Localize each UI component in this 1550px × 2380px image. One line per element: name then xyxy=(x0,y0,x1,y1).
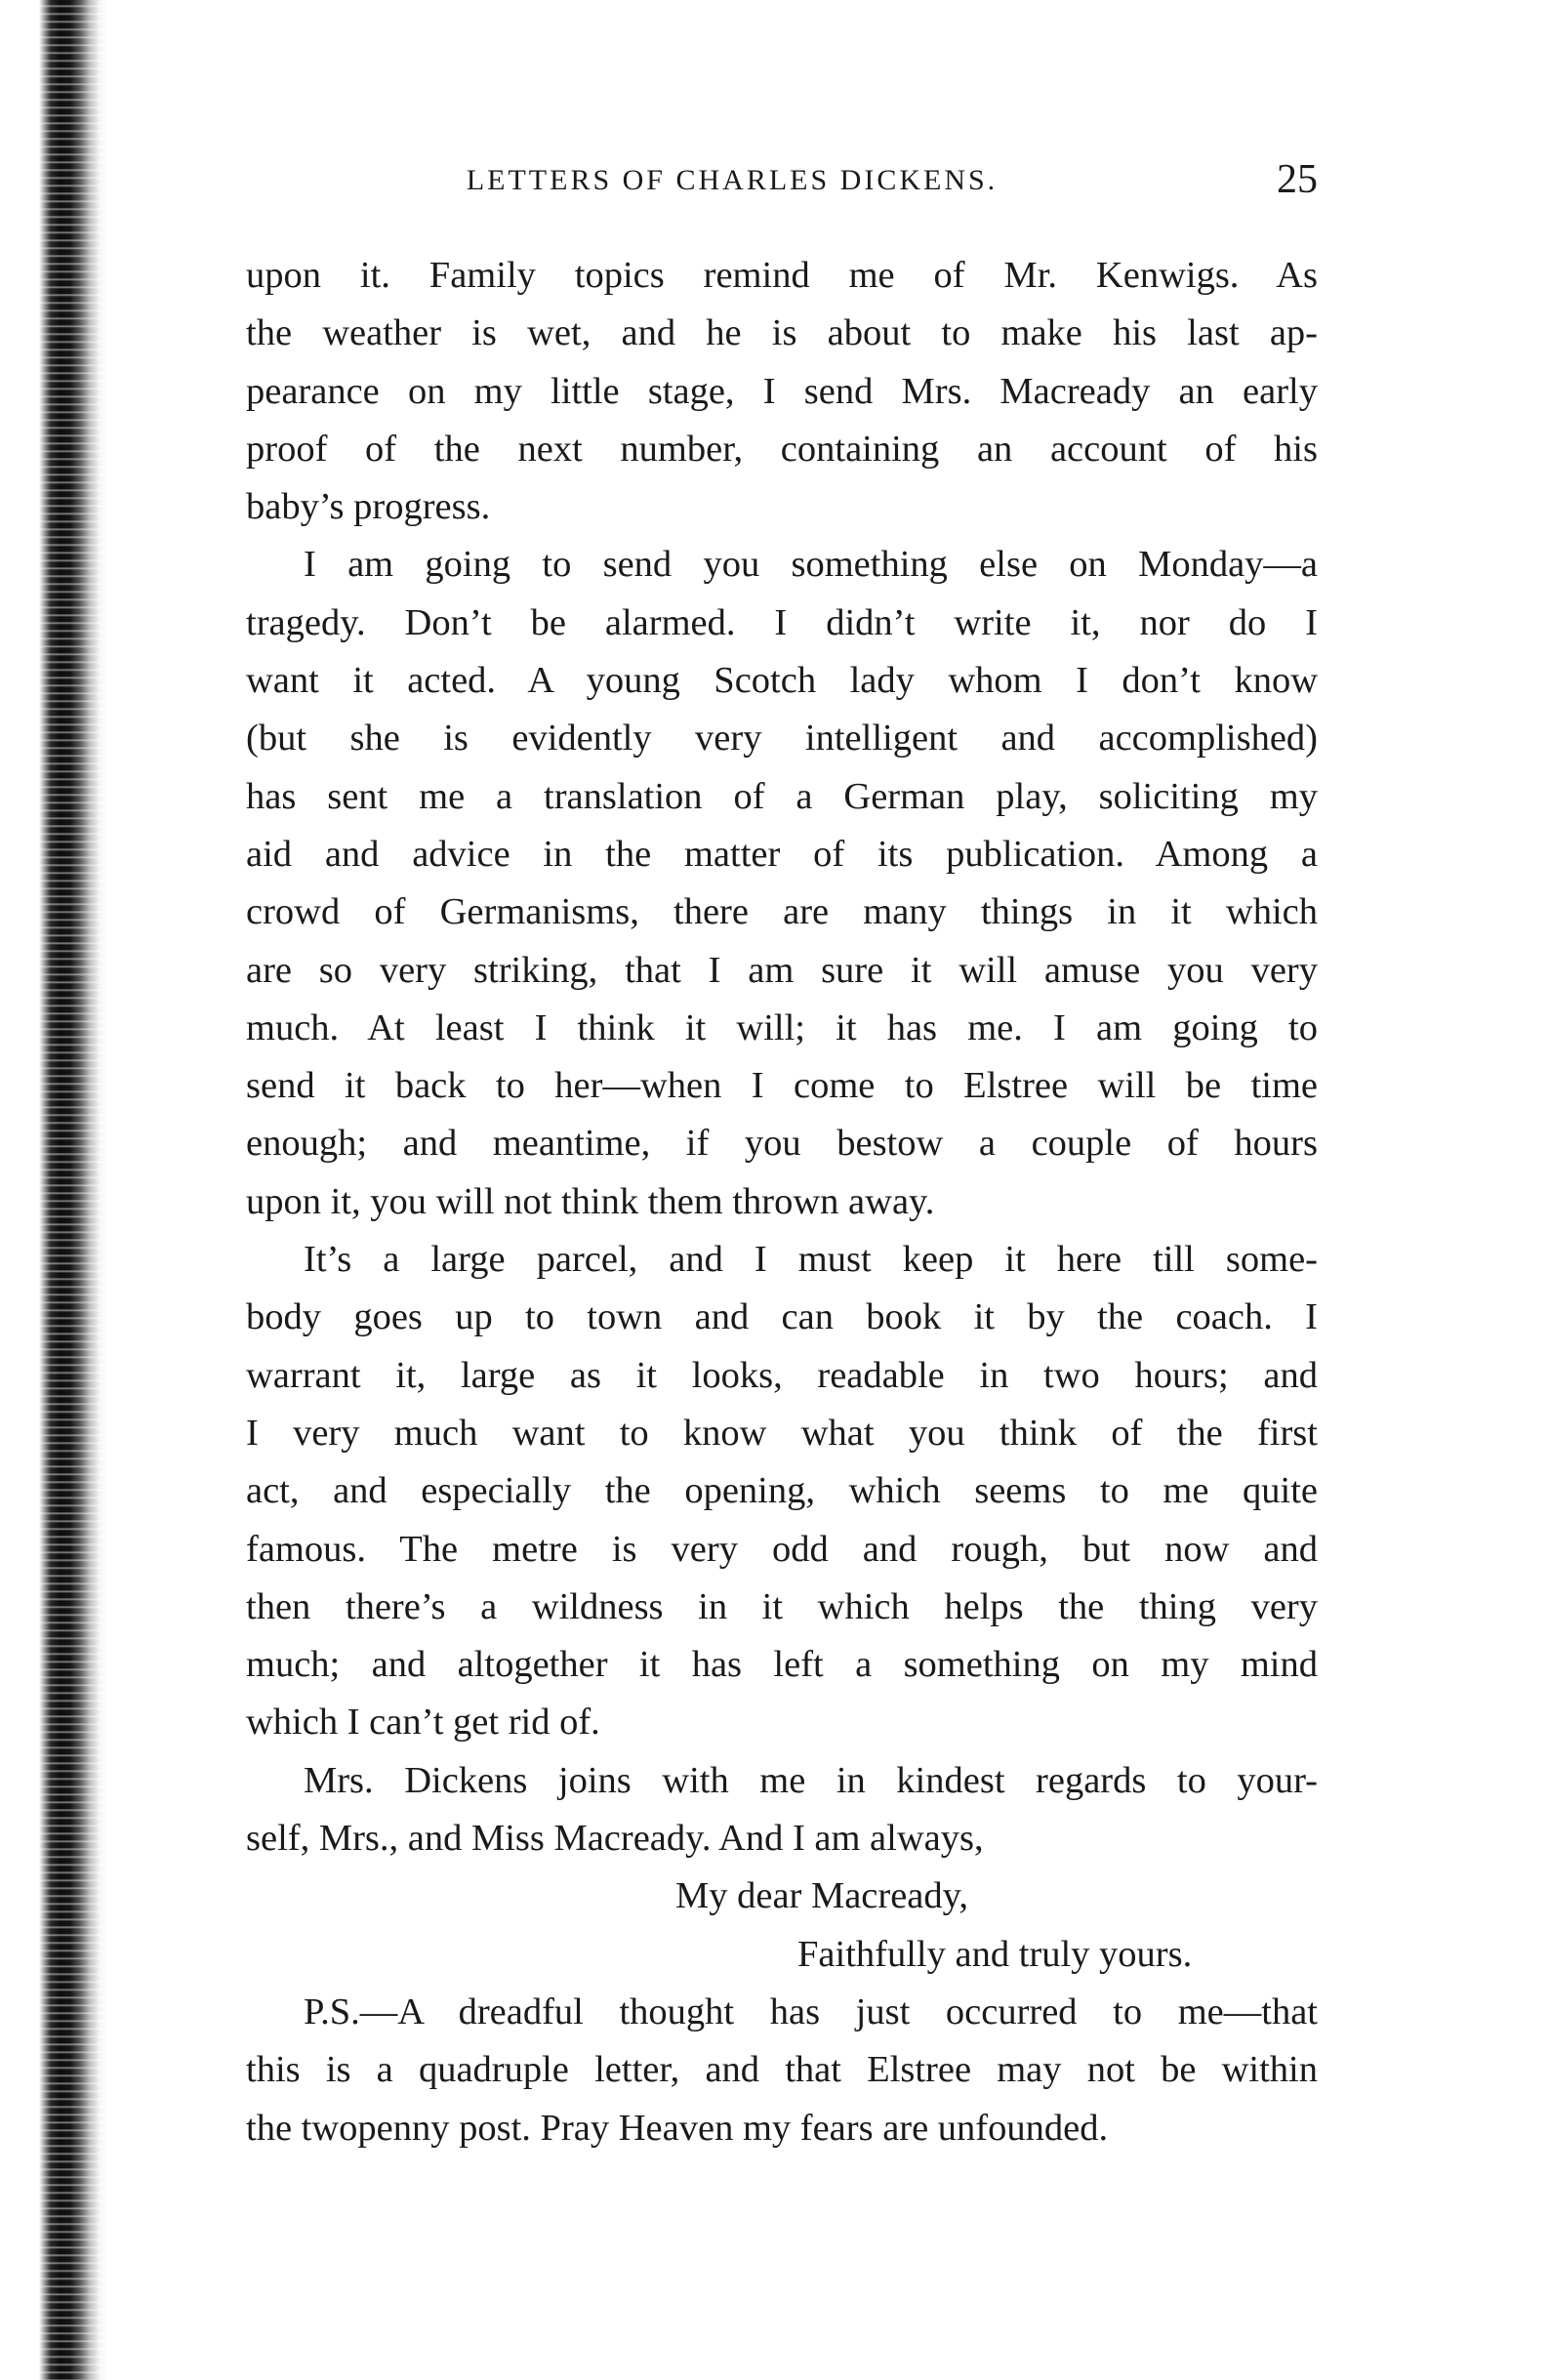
text-line: aid and advice in the matter of its publication. Among a xyxy=(246,833,1318,875)
text-line: (but she is evidently very intelligent and accomplished) xyxy=(246,718,1318,759)
text-line: are so very striking, that I am sure it will amuse you very xyxy=(246,949,1318,991)
text-line: upon it. Family topics remind me of Mr. Kenwigs. As xyxy=(246,255,1318,296)
text-line: Mrs. Dickens joins with me in kindest regards to your- xyxy=(304,1759,1318,1801)
text-line: famous. The metre is very odd and rough, but now and xyxy=(246,1528,1318,1570)
text-line: enough; and meantime, if you bestow a couple of hours xyxy=(246,1123,1318,1165)
text-line: send it back to her—when I come to Elstree will be time xyxy=(246,1065,1318,1107)
text-line: this is a quadruple letter, and that Elstree may not be within xyxy=(246,2049,1318,2091)
text-line: proof of the next number, containing an account of his xyxy=(246,428,1318,470)
letter-closing xyxy=(246,1867,1318,1984)
scan-binding-edge xyxy=(0,0,107,2380)
text-line: much. At least I think it will; it has me. I am going to xyxy=(246,1006,1318,1048)
paragraph-3 xyxy=(246,1231,1318,1752)
paragraph-4 xyxy=(246,1752,1318,1868)
letter-body xyxy=(246,247,1318,2157)
running-header xyxy=(244,156,1318,215)
text-line: want it acted. A young Scotch lady whom I don’t know xyxy=(246,660,1318,702)
text-line: self, Mrs., and Miss Macready. And I am always, xyxy=(246,1818,984,1860)
text-line: then there’s a wildness in it which helps the thing very xyxy=(246,1585,1318,1627)
text-line: upon it, you will not think them thrown away. xyxy=(246,1180,935,1222)
text-line: pearance on my little stage, I send Mrs. Macready an early xyxy=(246,370,1318,412)
running-title: LETTERS OF CHARLES DICKENS. xyxy=(466,164,999,196)
paragraph-1 xyxy=(246,247,1318,536)
text-line: warrant it, large as it looks, readable in two hours; and xyxy=(246,1354,1318,1396)
text-line: act, and especially the opening, which seems to me quite xyxy=(246,1470,1318,1512)
text-line: has sent me a translation of a German play, soliciting my xyxy=(246,775,1318,817)
text-line: I am going to send you something else on Monday—a xyxy=(304,544,1318,586)
salutation: My dear Macready, xyxy=(675,1875,969,1917)
postscript xyxy=(246,1984,1318,2157)
text-line: tragedy. Don’t be alarmed. I didn’t write it, nor do I xyxy=(246,601,1318,643)
signoff: Faithfully and truly yours. xyxy=(797,1933,1193,1975)
text-line: much; and altogether it has left a something on my mind xyxy=(246,1644,1318,1686)
text-line: I very much want to know what you think of the first xyxy=(246,1412,1318,1454)
text-line: It’s a large parcel, and I must keep it here till some- xyxy=(304,1239,1318,1281)
text-line: the weather is wet, and he is about to make his last ap- xyxy=(246,312,1318,354)
page-number: 25 xyxy=(1277,157,1318,202)
paragraph-2 xyxy=(246,536,1318,1231)
text-line: which I can’t get rid of. xyxy=(246,1702,600,1744)
text-line: P.S.—A dreadful thought has just occurred to me—that xyxy=(304,1990,1318,2032)
text-line: the twopenny post. Pray Heaven my fears are unfounded. xyxy=(246,2107,1109,2149)
text-line: crowd of Germanisms, there are many things in it which xyxy=(246,891,1318,933)
text-line: baby’s progress. xyxy=(246,486,491,528)
text-line: body goes up to town and can book it by the coach. I xyxy=(246,1296,1318,1338)
